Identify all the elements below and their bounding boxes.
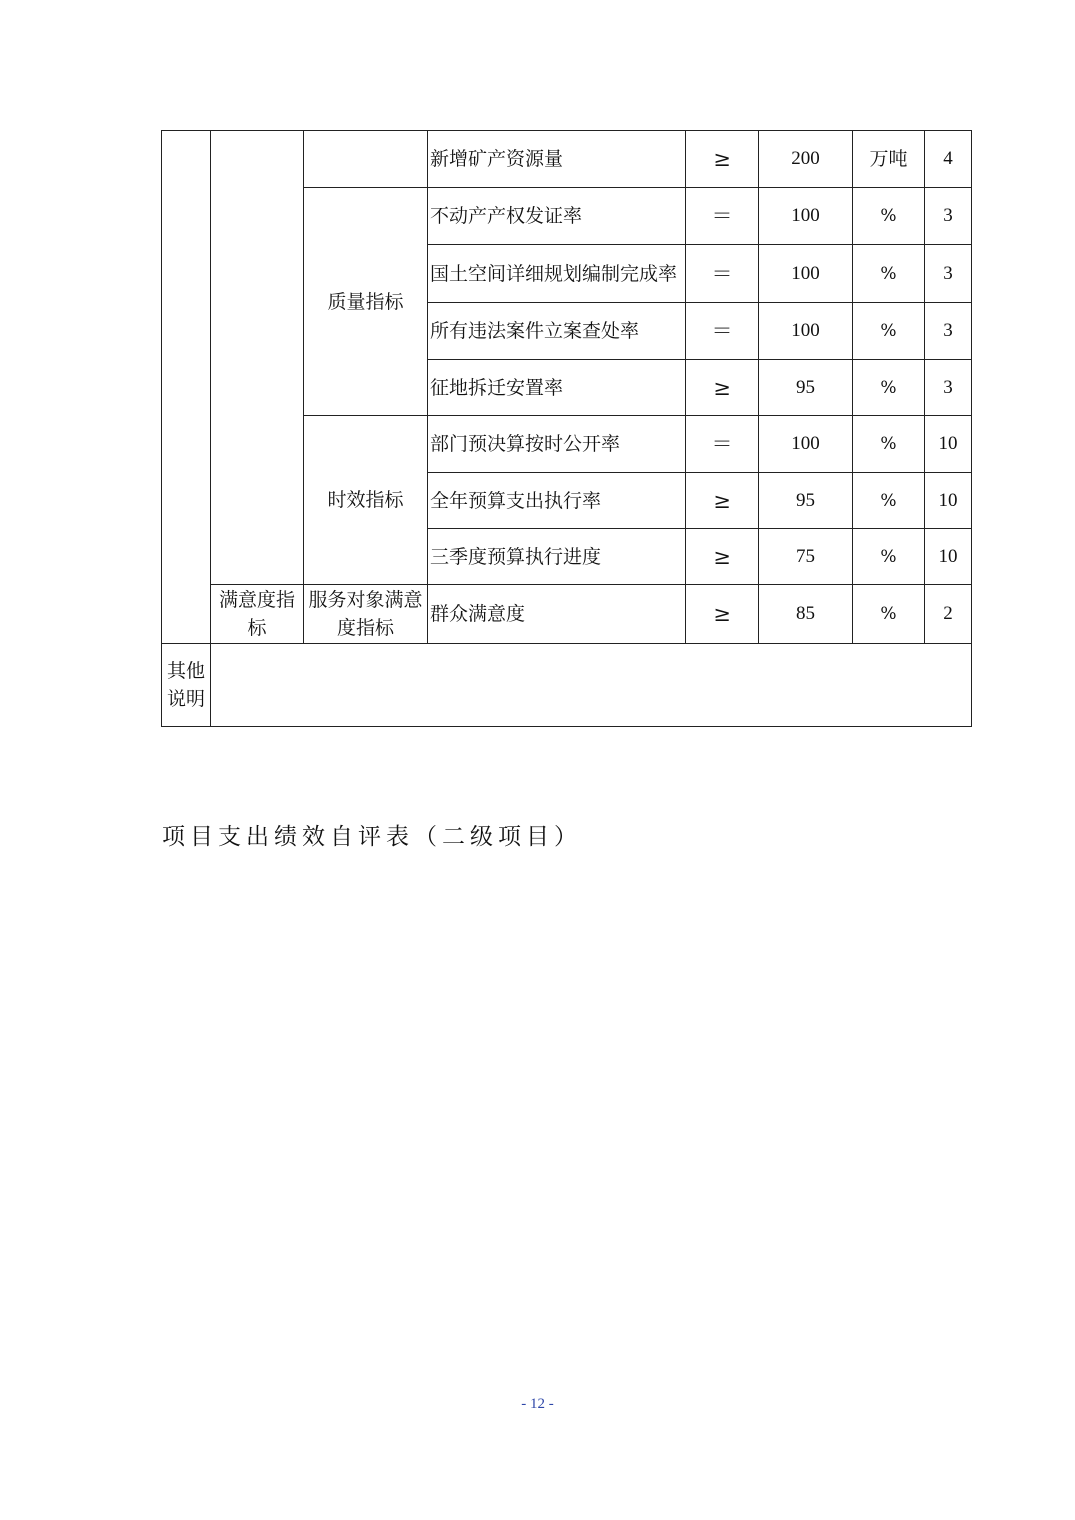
- indicator-name: 新增矿产资源量: [428, 131, 686, 188]
- quality-indicator-label: 质量指标: [304, 188, 428, 416]
- operator-cell: ＝: [686, 245, 759, 303]
- unit-cell: %: [853, 303, 925, 360]
- score-cell: 3: [925, 188, 972, 245]
- target-value: 95: [759, 360, 853, 416]
- score-cell: 4: [925, 131, 972, 188]
- quantity-indicator-cell: [304, 131, 428, 188]
- table-row: [162, 131, 972, 188]
- score-cell: 3: [925, 303, 972, 360]
- score-cell: 10: [925, 473, 972, 529]
- score-cell: 2: [925, 585, 972, 644]
- indicator-name: 全年预算支出执行率: [428, 473, 686, 529]
- satisfaction-indicator-label: 满意度指标: [211, 585, 304, 644]
- operator-cell: ≥: [686, 360, 759, 416]
- operator-cell: ≥: [686, 529, 759, 585]
- table-row: [162, 644, 972, 727]
- operator-cell: ＝: [686, 303, 759, 360]
- unit-cell: %: [853, 360, 925, 416]
- operator-cell: ≥: [686, 473, 759, 529]
- target-value: 200: [759, 131, 853, 188]
- operator-cell: ＝: [686, 416, 759, 473]
- outer-category-cell: [162, 131, 211, 644]
- unit-cell: 万吨: [853, 131, 925, 188]
- score-cell: 3: [925, 245, 972, 303]
- unit-cell: %: [853, 245, 925, 303]
- score-cell: 10: [925, 416, 972, 473]
- target-value: 100: [759, 188, 853, 245]
- indicator-name: 所有违法案件立案查处率: [428, 303, 686, 360]
- indicator-name: 征地拆迁安置率: [428, 360, 686, 416]
- indicator-name: 三季度预算执行进度: [428, 529, 686, 585]
- score-cell: 10: [925, 529, 972, 585]
- indicator-name: 不动产产权发证率: [428, 188, 686, 245]
- indicator-name: 部门预决算按时公开率: [428, 416, 686, 473]
- output-indicator-cell: [211, 131, 304, 585]
- section-title: 项目支出绩效自评表（二级项目）: [162, 824, 582, 850]
- indicator-name: 群众满意度: [428, 585, 686, 644]
- unit-cell: %: [853, 473, 925, 529]
- unit-cell: %: [853, 416, 925, 473]
- score-cell: 3: [925, 360, 972, 416]
- operator-cell: ≥: [686, 131, 759, 188]
- other-notes-label: 其他说明: [162, 644, 211, 727]
- unit-cell: %: [853, 529, 925, 585]
- performance-table: [161, 130, 972, 727]
- unit-cell: %: [853, 188, 925, 245]
- target-value: 100: [759, 303, 853, 360]
- table-row: [162, 585, 972, 644]
- page-number: - 12 -: [521, 1396, 554, 1412]
- indicator-name: 国土空间详细规划编制完成率: [428, 245, 686, 303]
- target-value: 75: [759, 529, 853, 585]
- operator-cell: ≥: [686, 585, 759, 644]
- service-satisfaction-label: 服务对象满意度指标: [304, 585, 428, 644]
- unit-cell: %: [853, 585, 925, 644]
- other-notes-value: [211, 644, 972, 727]
- timeliness-indicator-label: 时效指标: [304, 416, 428, 585]
- target-value: 100: [759, 416, 853, 473]
- operator-cell: ＝: [686, 188, 759, 245]
- target-value: 85: [759, 585, 853, 644]
- target-value: 100: [759, 245, 853, 303]
- target-value: 95: [759, 473, 853, 529]
